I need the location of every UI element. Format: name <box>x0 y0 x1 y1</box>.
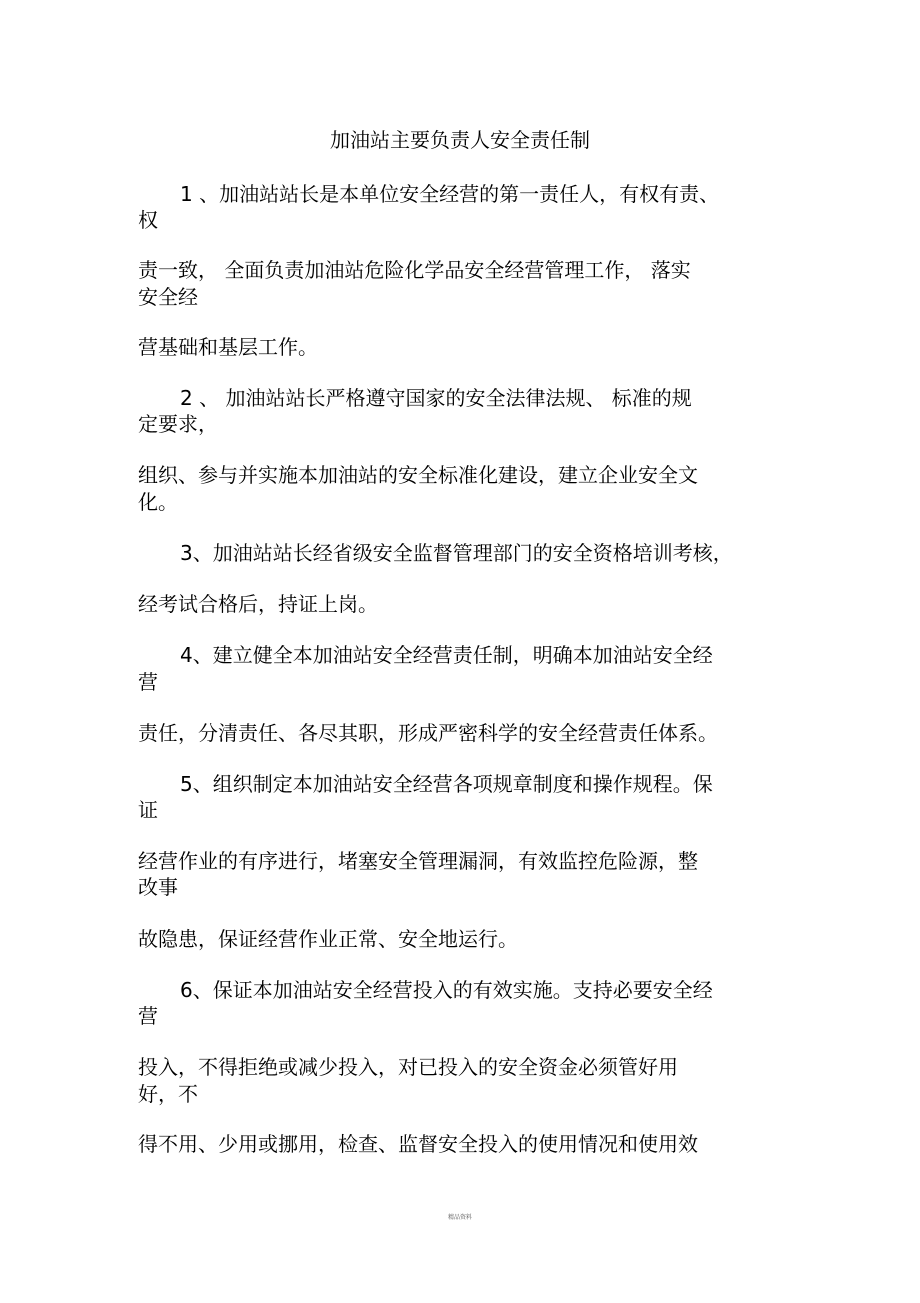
document-title: 加油站主要负责人安全责任制 <box>330 128 590 152</box>
text-line: 经考试合格后，持证上岗。 <box>138 592 378 616</box>
text-line: 2 、 加油站站长严格遵守国家的安全法律法规、 标准的规 <box>180 386 692 410</box>
text-line: 责任，分清责任、各尽其职，形成严密科学的安全经营责任体系。 <box>138 721 718 745</box>
text-line: 好，不 <box>138 1082 198 1106</box>
text-line: 责一致， 全面负责加油站危险化学品安全经营管理工作， 落实 <box>138 258 691 282</box>
text-line: 化。 <box>138 490 178 514</box>
text-line: 定要求， <box>138 412 218 436</box>
text-line: 投入，不得拒绝或减少投入，对已投入的安全资金必须管好用 <box>138 1055 678 1079</box>
text-line: 5、组织制定本加油站安全经营各项规章制度和操作规程。保 <box>180 772 713 796</box>
text-line: 经营作业的有序进行，堵塞安全管理漏洞，有效监控危险源，整 <box>138 849 698 873</box>
text-line: 3、加油站站长经省级安全监督管理部门的安全资格培训考核， <box>180 541 733 565</box>
page-footer: 精品资料 <box>447 1214 472 1221</box>
text-line: 组织、参与并实施本加油站的安全标准化建设，建立企业安全文 <box>138 463 698 487</box>
text-line: 安全经 <box>138 285 198 309</box>
text-line: 4、建立健全本加油站安全经营责任制，明确本加油站安全经 <box>180 643 713 667</box>
text-line: 营基础和基层工作。 <box>138 335 318 359</box>
text-line: 证 <box>138 798 158 822</box>
text-line: 6、保证本加油站安全经营投入的有效实施。支持必要安全经 <box>180 978 713 1002</box>
text-line: 1 、加油站站长是本单位安全经营的第一责任人，有权有责、 <box>180 182 720 206</box>
text-line: 营 <box>138 1004 158 1028</box>
text-line: 权 <box>138 208 158 232</box>
text-line: 营 <box>138 670 158 694</box>
text-line: 故隐患，保证经营作业正常、安全地运行。 <box>138 927 518 951</box>
text-line: 改事 <box>138 875 178 899</box>
text-line: 得不用、少用或挪用，检查、监督安全投入的使用情况和使用效 <box>138 1132 698 1156</box>
